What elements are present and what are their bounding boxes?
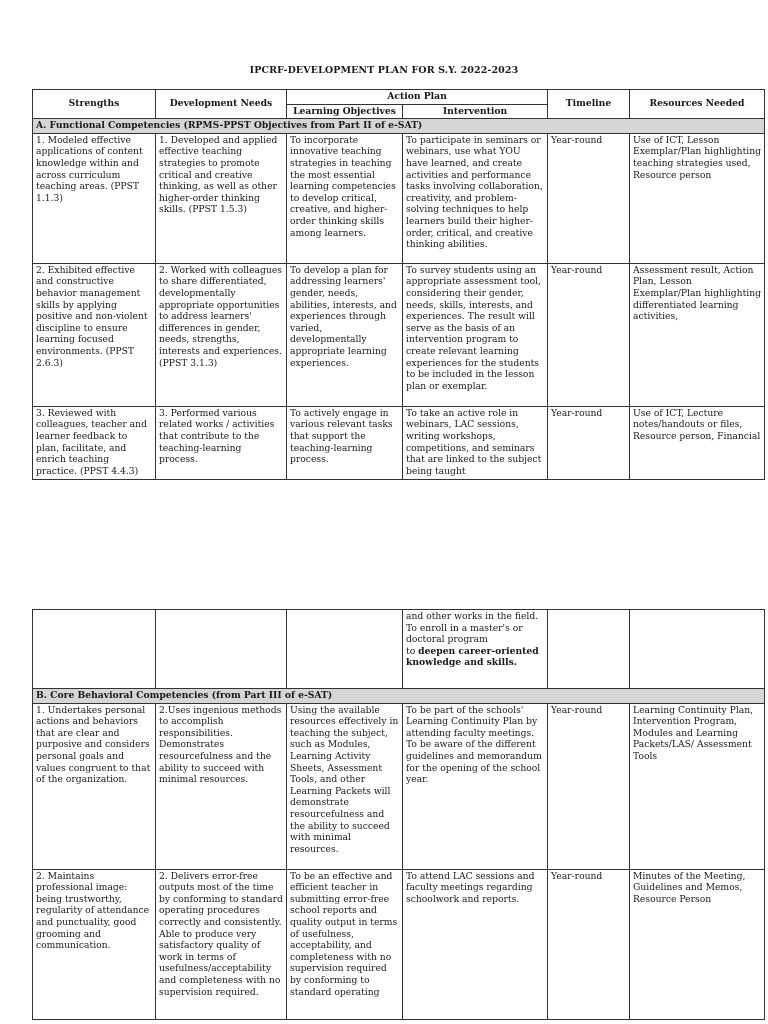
strength-cell: 1. Modeled effective applications of content knowledge within and across curriculum teaching areas. (PPST 1.1.3) xyxy=(33,133,156,263)
intervention-cell: To be part of the schools' Learning Continuity Plan by attending faculty meetings. To be aware of the different guidelines and memorandum for the opening of the school year. xyxy=(403,703,548,869)
need-cell: 2. Worked with colleagues to share differentiated, developmentally appropriate opportunities to address learners' differences in gender, needs, strengths, interests and experiences. (PPST 3.1.3) xyxy=(156,263,287,406)
resources-cell: Learning Continuity Plan, Intervention Program, Modules and Learning Packets/LAS/ Assessment Tools xyxy=(630,703,765,869)
table-row xyxy=(33,406,765,479)
empty-cell xyxy=(548,610,630,689)
need-cell: 2.Uses ingenious methods to accomplish responsibilities. Demonstrates resourcefulness and the ability to succeed with minimal resources. xyxy=(156,703,287,869)
header-action-plan: Action Plan xyxy=(287,90,548,105)
table-row xyxy=(33,610,765,689)
header-development-needs: Development Needs xyxy=(156,90,287,119)
header-timeline: Timeline xyxy=(548,90,630,119)
resources-cell: Use of ICT, Lecture notes/handouts or files, Resource person, Financial xyxy=(630,406,765,479)
timeline-cell: Year-round xyxy=(548,133,630,263)
header-learning-objectives: Learning Objectives xyxy=(287,104,403,119)
intervention-continued-text: and other works in the field. To enroll in a master's or doctoral program to xyxy=(406,611,539,657)
resources-cell: Use of ICT, Lesson Exemplar/Plan highlighting teaching strategies used, Resource person xyxy=(630,133,765,263)
objective-cell: To incorporate innovative teaching strategies in teaching the most essential learning competencies to develop critical, creative, and higher-order thinking skills among learners. xyxy=(287,133,403,263)
page-title: IPCRF-DEVELOPMENT PLAN FOR S.Y. 2022-2023 xyxy=(249,65,519,76)
need-cell: 3. Performed various related works / activities that contribute to the teaching-learning process. xyxy=(156,406,287,479)
objective-cell: To actively engage in various relevant tasks that support the teaching-learning process. xyxy=(287,406,403,479)
empty-cell xyxy=(287,610,403,689)
section-a-label: A. Functional Competencies (RPMS-PPST Objectives from Part II of e-SAT) xyxy=(33,119,765,134)
intervention-cell xyxy=(403,610,548,689)
resources-cell: Minutes of the Meeting, Guidelines and Memos, Resource Person xyxy=(630,869,765,1019)
strength-cell: 1. Undertakes personal actions and behaviors that are clear and purposive and considers personal goals and values congruent to that of the organization. xyxy=(33,703,156,869)
header-intervention: Intervention xyxy=(403,104,548,119)
empty-cell xyxy=(630,610,765,689)
intervention-cell: To survey students using an appropriate assessment tool, considering their gender, needs, skills, interests, and experiences. The result will serve as the basis of an intervention program to create relevant learning experiences for the students to be included in the lesson plan or exemplar. xyxy=(403,263,548,406)
strength-cell: 2. Exhibited effective and constructive behavior management skills by applying positive and non-violent discipline to ensure learning focused environments. (PPST 2.6.3) xyxy=(33,263,156,406)
table-row xyxy=(33,703,765,869)
timeline-cell: Year-round xyxy=(548,869,630,1019)
empty-cell xyxy=(156,610,287,689)
strength-cell: 2. Maintains professional image: being trustworthy, regularity of attendance and punctuality, good grooming and communication. xyxy=(33,869,156,1019)
strength-cell: 3. Reviewed with colleagues, teacher and learner feedback to plan, facilitate, and enrich teaching practice. (PPST 4.4.3) xyxy=(33,406,156,479)
table-row xyxy=(33,133,765,263)
timeline-cell: Year-round xyxy=(548,263,630,406)
objective-cell: Using the available resources effectively in teaching the subject, such as Modules, Learning Activity Sheets, Assessment Tools, and other Learning Packets will demonstrate resourcefulness and the ability to succeed with minimal resources. xyxy=(287,703,403,869)
intervention-cell: To take an active role in webinars, LAC sessions, writing workshops, competitions, and seminars that are linked to the subject being taught xyxy=(403,406,548,479)
header-strengths: Strengths xyxy=(33,90,156,119)
section-b-label: B. Core Behavioral Competencies (from Part III of e-SAT) xyxy=(33,689,765,704)
intervention-cell: To attend LAC sessions and faculty meetings regarding schoolwork and reports. xyxy=(403,869,548,1019)
intervention-cell: To participate in seminars or webinars, use what YOU have learned, and create activities and performance tasks involving collaboration, creativity, and problem-solving techniques to help learners build their higher-order, critical, and creative thinking abilities. xyxy=(403,133,548,263)
development-plan-table-continued xyxy=(32,609,765,1020)
intervention-bold-text: deepen career-oriented knowledge and skills. xyxy=(406,645,539,669)
table-row xyxy=(33,869,765,1019)
table-row xyxy=(33,263,765,406)
empty-cell xyxy=(33,610,156,689)
timeline-cell: Year-round xyxy=(548,703,630,869)
resources-cell: Assessment result, Action Plan, Lesson Exemplar/Plan highlighting differentiated learning activities, xyxy=(630,263,765,406)
development-plan-table xyxy=(32,89,765,480)
need-cell: 2. Delivers error-free outputs most of the time by conforming to standard operating procedures correctly and consistently. Able to produce very satisfactory quality of work in terms of usefulness/acceptability and completeness with no supervision required. xyxy=(156,869,287,1019)
objective-cell: To develop a plan for addressing learners' gender, needs, abilities, interests, and experiences through varied, developmentally appropriate learning experiences. xyxy=(287,263,403,406)
objective-cell: To be an effective and efficient teacher in submitting error-free school reports and quality output in terms of usefulness, acceptability, and completeness with no supervision required by conforming to standard operating xyxy=(287,869,403,1019)
header-resources-needed: Resources Needed xyxy=(630,90,765,119)
timeline-cell: Year-round xyxy=(548,406,630,479)
need-cell: 1. Developed and applied effective teaching strategies to promote critical and creative thinking, as well as other higher-order thinking skills. (PPST 1.5.3) xyxy=(156,133,287,263)
